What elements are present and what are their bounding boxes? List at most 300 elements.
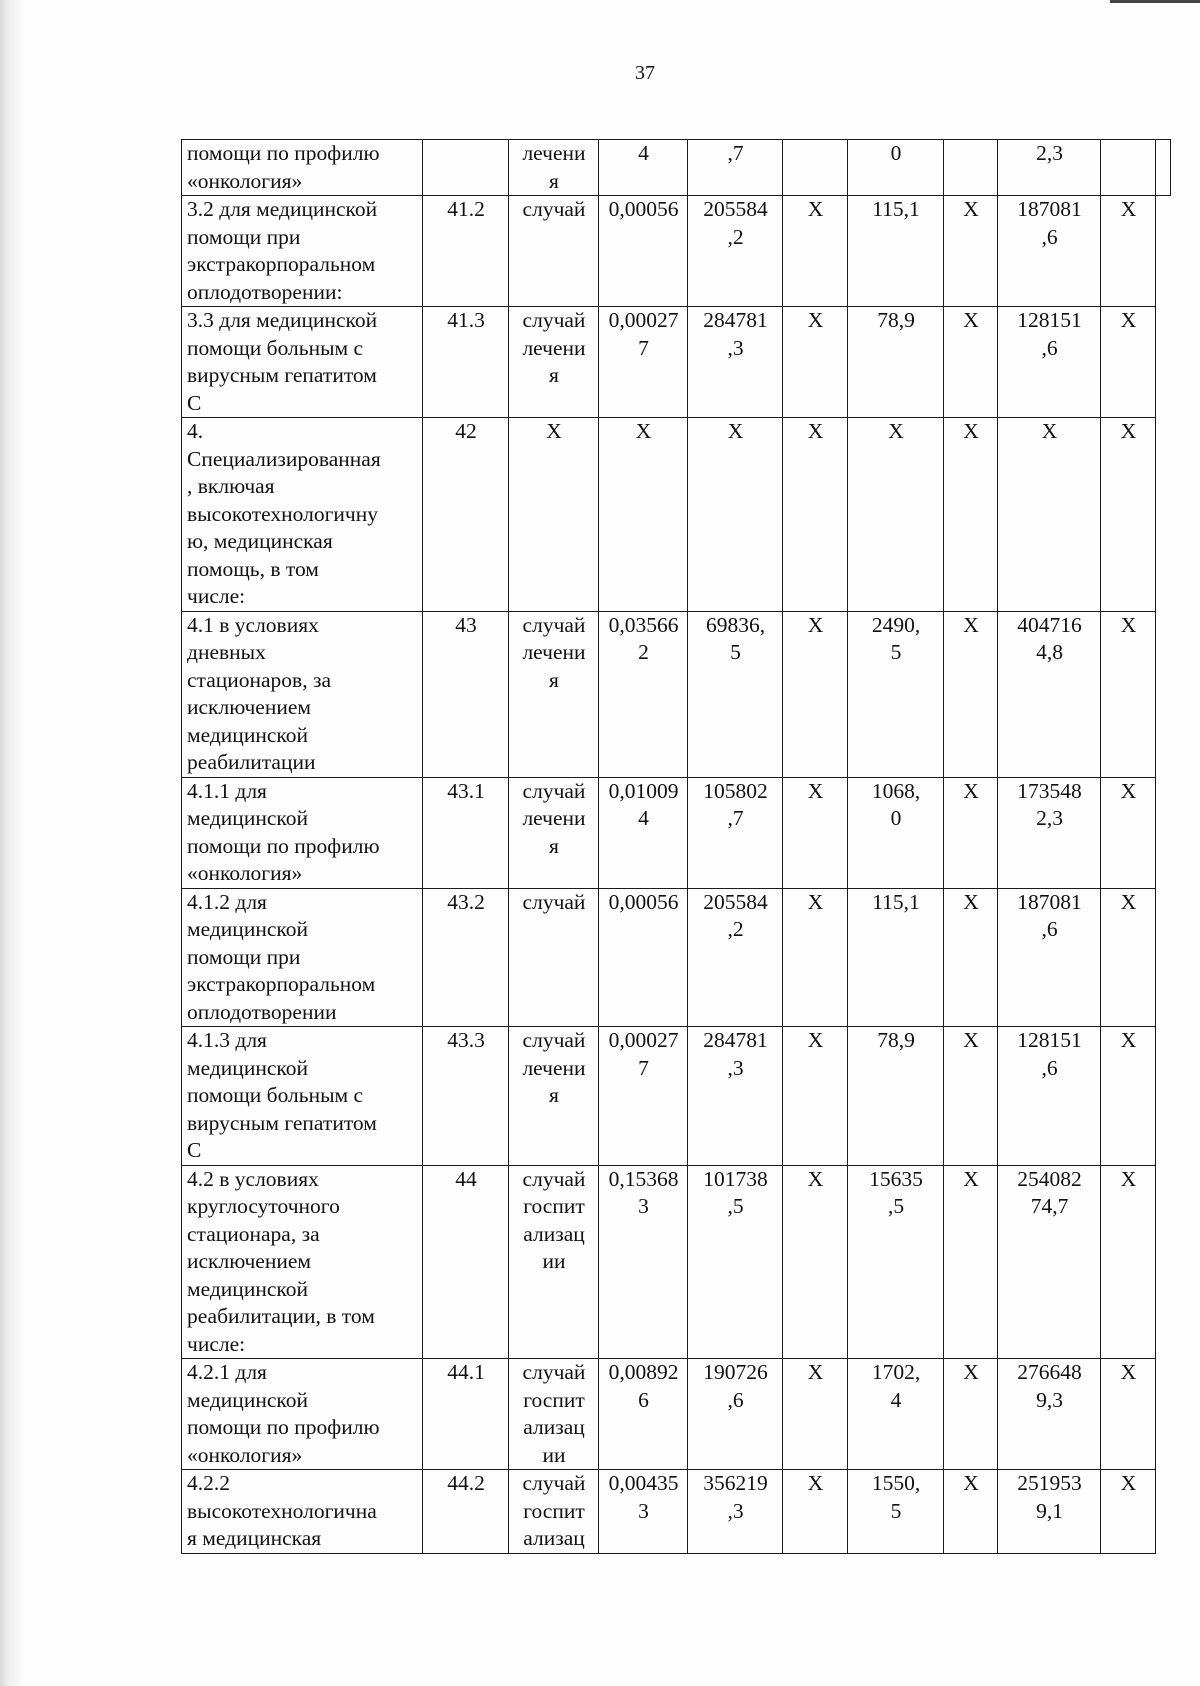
cell-norm: [599, 777, 688, 888]
cell-cost: [688, 1359, 783, 1470]
cell-norm: [599, 140, 688, 196]
cell-norm: [599, 888, 688, 1027]
cell-text-line: дневных: [187, 640, 266, 664]
cell-text-line: Х: [807, 308, 824, 332]
cell-norm: [599, 307, 688, 418]
cell-text-line: помощи больным с: [187, 335, 364, 360]
cell-text-line: 0,00027: [608, 308, 679, 332]
cell-col10: [1101, 888, 1156, 1027]
cell-text-line: случай: [522, 197, 586, 221]
cell-text-line: круглосуточного: [187, 1194, 340, 1218]
cell-text-line: лечени: [522, 335, 586, 360]
cell-col6: [783, 611, 848, 777]
cell-text-line: 0,01009: [608, 778, 679, 803]
cell-cost: [688, 140, 783, 196]
cell-text-line: случай: [522, 1028, 586, 1052]
cell-text-line: реабилитации: [187, 750, 316, 774]
cell-text-line: 43.2: [447, 889, 485, 914]
table-row: [182, 418, 1171, 612]
cell-text-line: случай: [522, 308, 586, 332]
cell-col8: [944, 777, 998, 888]
cell-text-line: лечени: [522, 1055, 586, 1080]
cell-text-line: 2: [638, 640, 649, 664]
cell-cost: [688, 1470, 783, 1554]
cell-cost: [688, 777, 783, 888]
cell-text-line: 251953: [1017, 1471, 1082, 1495]
cell-text-line: 187081: [1017, 889, 1082, 914]
cell-text-line: Х: [963, 612, 979, 637]
cell-text-line: 69836,: [705, 612, 766, 637]
cell-text-line: Х: [1120, 1028, 1137, 1052]
cell-col6: [783, 196, 848, 307]
cell-text-line: 7: [638, 1055, 649, 1080]
cell-text-line: 5: [730, 640, 741, 664]
cell-col7: [848, 307, 944, 418]
cell-text-line: ,6: [1041, 224, 1058, 249]
cell-text-line: лечени: [522, 141, 586, 165]
cell-text-line: случай: [522, 778, 586, 803]
cell-text-line: 4: [638, 806, 649, 830]
cell-code: [423, 611, 509, 777]
cell-name: [182, 777, 423, 888]
cell-text-line: 42: [455, 419, 477, 443]
cell-spacer: [1156, 418, 1171, 612]
cell-text-line: 3: [638, 1498, 649, 1523]
cell-text-line: 3: [638, 1194, 649, 1218]
cell-text-line: ,2: [727, 224, 744, 249]
cell-text-line: ализац: [523, 1221, 585, 1246]
cell-text-line: ии: [542, 1442, 566, 1467]
cell-text-line: высокотехнологична: [187, 1498, 377, 1523]
cell-unit: [509, 611, 599, 777]
cell-spacer: [1156, 1470, 1171, 1554]
cell-col6: [783, 1165, 848, 1359]
cell-col8: [944, 140, 998, 196]
cell-text-line: 74,7: [1030, 1194, 1069, 1218]
cell-text-line: лечени: [522, 640, 586, 664]
cell-text-line: случай: [522, 1166, 586, 1191]
table-row: [182, 307, 1171, 418]
cell-code: [423, 307, 509, 418]
cell-text-line: помощи больным с: [187, 1083, 364, 1107]
cell-col8: [944, 1470, 998, 1554]
cell-col7: [848, 1359, 944, 1470]
cell-col10: [1101, 140, 1156, 196]
cell-unit: [509, 777, 599, 888]
cell-text-line: Х: [888, 419, 904, 443]
cell-col7: [848, 1470, 944, 1554]
cell-text-line: 41.3: [447, 308, 485, 332]
cell-text-line: 78,9: [877, 308, 915, 332]
table-row: [182, 1165, 1171, 1359]
cell-text-line: 4.1.2 для: [187, 889, 267, 914]
cell-text-line: 173548: [1017, 778, 1082, 803]
cell-name: [182, 196, 423, 307]
cell-col9: [998, 196, 1101, 307]
cell-text-line: 187081: [1017, 197, 1082, 221]
cell-text-line: 4.2.2: [187, 1471, 230, 1495]
cell-text-line: ю, медицинская: [187, 529, 333, 553]
cell-text-line: Х: [1120, 197, 1137, 221]
cell-text-line: исключением: [187, 1249, 311, 1273]
cell-col9: [998, 1165, 1101, 1359]
cell-cost: [688, 418, 783, 612]
cell-text-line: Х: [963, 1360, 979, 1384]
cell-name: [182, 1470, 423, 1554]
cell-text-line: 3.2 для медицинской: [187, 197, 378, 221]
cell-text-line: числе:: [187, 1331, 246, 1356]
page-number: 37: [635, 62, 655, 84]
cell-text-line: 43.1: [447, 778, 485, 803]
cell-text-line: 190726: [703, 1360, 768, 1384]
cell-text-line: «онкология»: [187, 861, 303, 885]
cell-col9: [998, 418, 1101, 612]
cell-text-line: 0,03566: [608, 612, 679, 637]
cell-col10: [1101, 1359, 1156, 1470]
cell-col9: [998, 1470, 1101, 1554]
cell-unit: [509, 307, 599, 418]
cell-text-line: медицинской: [187, 1276, 308, 1301]
cell-col7: [848, 888, 944, 1027]
cell-text-line: 43: [455, 612, 477, 637]
cell-text-line: Х: [1120, 1166, 1137, 1191]
cell-unit: [509, 1165, 599, 1359]
cell-col10: [1101, 1470, 1156, 1554]
cell-text-line: ,3: [727, 335, 744, 360]
cell-text-line: я: [549, 833, 559, 858]
cell-col7: [848, 418, 944, 612]
cell-text-line: случай: [522, 889, 586, 914]
cell-text-line: 4: [638, 141, 649, 165]
cell-text-line: Х: [635, 419, 652, 443]
cell-text-line: ализац: [523, 1526, 585, 1550]
cell-cost: [688, 307, 783, 418]
cell-text-line: Х: [963, 308, 979, 332]
cell-text-line: 9,1: [1036, 1498, 1063, 1523]
cell-col9: [998, 1359, 1101, 1470]
cell-text-line: вирусным гепатитом: [187, 363, 377, 387]
cell-spacer: [1156, 1359, 1171, 1470]
cell-text-line: 6: [638, 1387, 649, 1412]
cell-spacer: [1156, 140, 1171, 196]
cell-text-line: Х: [963, 1028, 979, 1052]
cell-text-line: 205584: [703, 889, 768, 914]
cell-norm: [599, 418, 688, 612]
cell-text-line: ии: [542, 1249, 566, 1273]
cell-text-line: 101738: [703, 1166, 768, 1191]
cell-name: [182, 418, 423, 612]
cell-text-line: 7: [638, 335, 649, 360]
cell-text-line: Х: [807, 612, 824, 637]
cell-unit: [509, 1470, 599, 1554]
cell-text-line: реабилитации, в том: [187, 1304, 375, 1328]
cell-text-line: ,6: [1041, 917, 1058, 941]
cell-text-line: 43.3: [447, 1028, 485, 1052]
cell-text-line: 3.3 для медицинской: [187, 308, 378, 332]
cell-text-line: Специализированная: [187, 446, 381, 471]
cell-norm: [599, 1165, 688, 1359]
cell-text-line: я: [549, 168, 559, 193]
cell-col9: [998, 307, 1101, 418]
cell-norm: [599, 1470, 688, 1554]
cell-text-line: Х: [807, 778, 824, 803]
cell-col10: [1101, 307, 1156, 418]
cell-text-line: С: [187, 390, 202, 415]
cell-col8: [944, 611, 998, 777]
cell-text-line: 0: [890, 806, 902, 830]
cell-col10: [1101, 611, 1156, 777]
cell-text-line: медицинской: [187, 1055, 308, 1080]
cell-col6: [783, 307, 848, 418]
cell-text-line: Х: [963, 419, 979, 443]
table-row: [182, 1359, 1171, 1470]
cell-text-line: 4.1.3 для: [187, 1028, 267, 1052]
cell-text-line: 128151: [1017, 1028, 1082, 1052]
cell-text-line: Х: [963, 889, 979, 914]
cell-col8: [944, 307, 998, 418]
cell-cost: [688, 196, 783, 307]
cell-code: [423, 140, 509, 196]
cell-name: [182, 140, 423, 196]
cell-code: [423, 1165, 509, 1359]
cell-text-line: Х: [807, 1471, 824, 1495]
cell-text-line: ,2: [727, 917, 744, 941]
cell-text-line: случай: [522, 1360, 586, 1384]
cell-text-line: случай: [522, 1471, 586, 1495]
cell-text-line: госпит: [523, 1194, 585, 1218]
cell-text-line: Х: [807, 1360, 824, 1384]
cell-name: [182, 307, 423, 418]
cell-unit: [509, 140, 599, 196]
cell-text-line: медицинской: [187, 806, 308, 830]
cell-name: [182, 611, 423, 777]
cell-norm: [599, 1359, 688, 1470]
cell-text-line: Х: [1120, 889, 1137, 914]
cell-code: [423, 196, 509, 307]
cell-text-line: госпит: [523, 1387, 585, 1412]
cell-text-line: 276648: [1017, 1360, 1082, 1384]
cell-cost: [688, 1165, 783, 1359]
cell-text-line: 4.1 в условиях: [187, 612, 319, 637]
cell-text-line: 44.2: [447, 1471, 485, 1495]
cell-col7: [848, 777, 944, 888]
cell-unit: [509, 888, 599, 1027]
cell-text-line: помощи по профилю: [187, 141, 380, 165]
table-body: [182, 140, 1171, 1554]
cell-text-line: стационара, за: [187, 1221, 320, 1246]
cell-text-line: Х: [807, 1028, 824, 1052]
cell-col8: [944, 1359, 998, 1470]
cell-col8: [944, 1165, 998, 1359]
cell-text-line: 15635: [869, 1166, 923, 1191]
cell-text-line: 115,1: [872, 889, 920, 914]
cell-text-line: 78,9: [877, 1028, 915, 1052]
cell-text-line: 4,8: [1036, 640, 1063, 664]
cell-text-line: Х: [963, 1166, 979, 1191]
top-rule: [1110, 0, 1200, 3]
cell-text-line: Х: [963, 778, 979, 803]
cell-text-line: Х: [807, 197, 824, 221]
cell-col8: [944, 888, 998, 1027]
cell-text-line: медицинской: [187, 722, 308, 747]
cell-text-line: помощи по профилю: [187, 833, 380, 858]
cell-name: [182, 888, 423, 1027]
cell-code: [423, 888, 509, 1027]
cell-cost: [688, 888, 783, 1027]
cell-text-line: Х: [807, 419, 824, 443]
cell-text-line: Х: [1120, 1360, 1137, 1384]
cell-text-line: Х: [963, 1471, 979, 1495]
cell-text-line: я медицинская: [187, 1526, 322, 1550]
cell-text-line: , включая: [187, 474, 275, 498]
cell-text-line: Х: [1120, 308, 1137, 332]
cell-spacer: [1156, 611, 1171, 777]
cell-text-line: 41.2: [447, 197, 485, 221]
cell-col9: [998, 611, 1101, 777]
cell-text-line: 5: [890, 640, 902, 664]
cell-text-line: 5: [890, 1498, 902, 1523]
cell-cost: [688, 1027, 783, 1166]
cell-spacer: [1156, 196, 1171, 307]
cell-text-line: стационаров, за: [187, 667, 331, 692]
cell-col10: [1101, 196, 1156, 307]
cell-unit: [509, 196, 599, 307]
cell-text-line: 105802: [703, 778, 768, 803]
cell-col7: [848, 611, 944, 777]
cell-text-line: 0,00056: [608, 197, 679, 221]
cell-col8: [944, 1027, 998, 1166]
cell-col9: [998, 888, 1101, 1027]
cell-spacer: [1156, 777, 1171, 888]
cell-text-line: ,6: [1041, 335, 1058, 360]
cell-text-line: высокотехнологичну: [187, 501, 378, 526]
cell-text-line: 1702,: [871, 1360, 921, 1384]
cell-col6: [783, 1470, 848, 1554]
cell-text-line: 205584: [703, 197, 768, 221]
cell-text-line: 0,00892: [608, 1360, 679, 1384]
cell-text-line: оплодотворении:: [187, 279, 343, 304]
cell-text-line: медицинской: [187, 1387, 308, 1412]
cell-text-line: Х: [1120, 419, 1137, 443]
cell-text-line: 115,1: [872, 197, 920, 221]
cell-spacer: [1156, 307, 1171, 418]
cell-col6: [783, 777, 848, 888]
cell-text-line: 0,15368: [608, 1166, 679, 1191]
cell-text-line: экстракорпоральном: [187, 252, 376, 276]
cell-text-line: исключением: [187, 695, 311, 719]
cell-text-line: 4: [890, 1387, 902, 1412]
cell-text-line: «онкология»: [187, 1442, 303, 1467]
cell-col10: [1101, 1027, 1156, 1166]
cell-norm: [599, 611, 688, 777]
cell-col6: [783, 888, 848, 1027]
cell-text-line: Х: [807, 1166, 824, 1191]
cell-text-line: Х: [1041, 419, 1058, 443]
cell-text-line: госпит: [523, 1498, 585, 1523]
cell-text-line: ,5: [887, 1194, 905, 1218]
cell-text-line: 2,3: [1036, 806, 1063, 830]
cell-text-line: Х: [1120, 612, 1137, 637]
cell-spacer: [1156, 1165, 1171, 1359]
table-row: [182, 1027, 1171, 1166]
cell-col8: [944, 196, 998, 307]
cell-text-line: ,6: [727, 1387, 744, 1412]
cell-text-line: Х: [727, 419, 744, 443]
cell-text-line: 44: [455, 1166, 477, 1191]
cell-text-line: 1550,: [871, 1471, 921, 1495]
cell-text-line: ,3: [727, 1498, 744, 1523]
cell-text-line: я: [549, 363, 559, 387]
cell-col9: [998, 1027, 1101, 1166]
cell-col6: [783, 140, 848, 196]
cell-text-line: помощь, в том: [187, 556, 319, 581]
table-row: [182, 777, 1171, 888]
cell-text-line: ,5: [727, 1194, 744, 1218]
table-row: [182, 196, 1171, 307]
cell-text-line: Х: [807, 889, 824, 914]
cell-text-line: Х: [1120, 1471, 1137, 1495]
cell-code: [423, 1470, 509, 1554]
cell-text-line: 1068,: [871, 778, 921, 803]
cell-text-line: 4.: [187, 419, 204, 443]
cell-text-line: 2,3: [1036, 141, 1063, 165]
cell-spacer: [1156, 888, 1171, 1027]
cell-text-line: 0,00027: [608, 1028, 679, 1052]
cell-col7: [848, 140, 944, 196]
table-row: [182, 140, 1171, 196]
cell-text-line: медицинской: [187, 917, 308, 941]
cell-col7: [848, 196, 944, 307]
cell-col9: [998, 140, 1101, 196]
cell-unit: [509, 1359, 599, 1470]
cell-text-line: ,7: [727, 141, 744, 165]
cell-col7: [848, 1165, 944, 1359]
cell-col9: [998, 777, 1101, 888]
cell-text-line: ализац: [523, 1415, 585, 1439]
cell-text-line: я: [549, 667, 559, 692]
cell-text-line: Х: [546, 419, 562, 443]
cell-text-line: 2490,: [871, 612, 921, 637]
cell-text-line: вирусным гепатитом: [187, 1110, 377, 1135]
norms-table: [181, 139, 1171, 1554]
cell-text-line: экстракорпоральном: [187, 972, 376, 996]
cell-text-line: «онкология»: [187, 168, 303, 193]
table-row: [182, 1470, 1171, 1554]
cell-text-line: числе:: [187, 584, 246, 608]
cell-code: [423, 418, 509, 612]
cell-text-line: 4.2.1 для: [187, 1360, 267, 1384]
cell-text-line: я: [549, 1083, 559, 1107]
cell-code: [423, 1359, 509, 1470]
cell-text-line: 44.1: [447, 1360, 485, 1384]
cell-text-line: 0,00056: [608, 889, 679, 914]
cell-norm: [599, 1027, 688, 1166]
cell-text-line: 284781: [703, 308, 768, 332]
cell-col10: [1101, 777, 1156, 888]
cell-name: [182, 1359, 423, 1470]
cell-cost: [688, 611, 783, 777]
table-row: [182, 611, 1171, 777]
cell-col6: [783, 1359, 848, 1470]
cell-text-line: 9,3: [1036, 1387, 1063, 1412]
cell-text-line: 284781: [703, 1028, 768, 1052]
cell-text-line: 254082: [1017, 1166, 1082, 1191]
cell-col6: [783, 1027, 848, 1166]
cell-text-line: 0,00435: [608, 1471, 679, 1495]
cell-text-line: лечени: [522, 806, 586, 830]
cell-col10: [1101, 418, 1156, 612]
cell-text-line: ,7: [727, 806, 744, 830]
